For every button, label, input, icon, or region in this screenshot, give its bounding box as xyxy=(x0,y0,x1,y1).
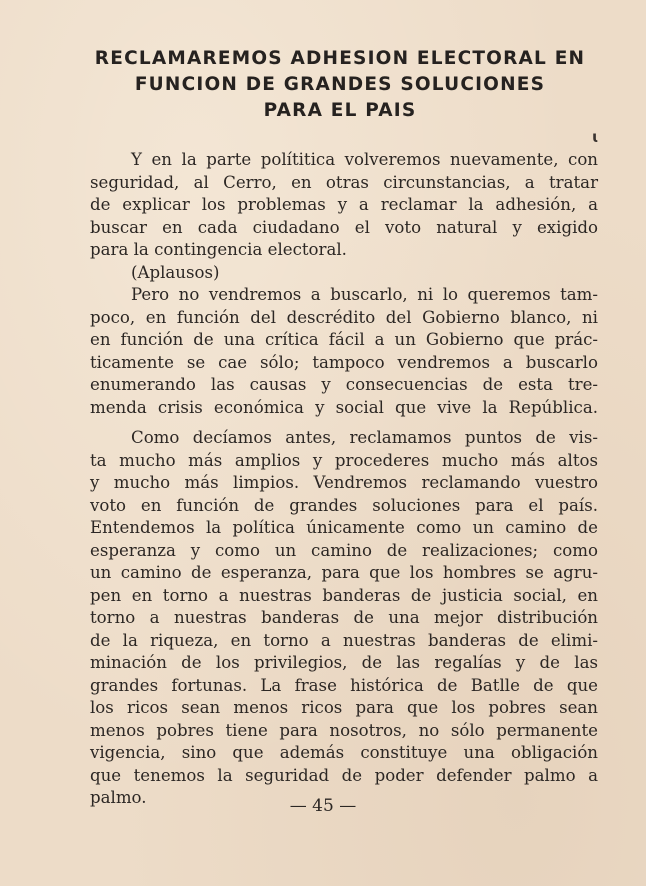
text-line: ta mucho más amplios y procederes mucho más altos xyxy=(90,450,598,470)
text-line: seguridad, al Cerro, en otras circunstancias, a tratar xyxy=(90,172,598,192)
body-text xyxy=(90,149,598,810)
text-line: y mucho más limpios. Vendremos reclamando vuestro xyxy=(90,473,598,492)
text-line: torno a nuestras banderas de una mejor distribución xyxy=(90,608,598,627)
heading-line-2: FUNCION DE GRANDES SOLUCIONES xyxy=(134,74,546,95)
page-number: — 45 — xyxy=(289,796,357,816)
text-line: menda crisis económica y social que vive la República. xyxy=(90,397,598,417)
text-line: vigencia, sino que además constituye una obligación xyxy=(90,743,598,762)
text-line: buscar en cada ciudadano el voto natural y exigido xyxy=(90,217,598,237)
text-line: enumerando las causas y consecuencias de esta tre- xyxy=(90,375,598,394)
text-line: Pero no vendremos a buscarlo, ni lo queremos tam- xyxy=(131,285,598,304)
text-line: esperanza y como un camino de realizaciones; como xyxy=(90,540,598,560)
chapter-heading xyxy=(60,46,620,124)
text-line: palmo. xyxy=(90,788,147,807)
paragraph-2 xyxy=(90,262,598,285)
text-line: poco, en función del descrédito del Gobierno blanco, ni xyxy=(90,307,598,327)
text-line: menos pobres tiene para nosotros, no sólo permanente xyxy=(90,720,598,740)
text-line: pen en torno a nuestras banderas de justicia social, en xyxy=(90,585,598,605)
text-line: en función de una crítica fácil a un Gobierno que prác- xyxy=(90,330,598,349)
text-line: para la contingencia electoral. xyxy=(90,240,347,259)
heading-line-1: RECLAMAREMOS ADHESION ELECTORAL EN xyxy=(94,48,586,69)
text-line: Como decíamos antes, reclamamos puntos de vis- xyxy=(131,428,598,447)
text-line: que tenemos la seguridad de poder defender palmo a xyxy=(90,765,598,785)
paragraph-1 xyxy=(90,149,598,262)
text-line: Y en la parte polítitica volveremos nuevamente, con xyxy=(131,150,598,169)
text-line: minación de los privilegios, de las regalías y de las xyxy=(90,653,598,672)
paragraph-4 xyxy=(90,427,598,810)
paragraph-gap xyxy=(90,419,598,427)
paragraph-3 xyxy=(90,284,598,419)
text-line: de la riqueza, en torno a nuestras banderas de elimi- xyxy=(90,630,598,650)
text-line: ticamente se cae sólo; tampoco vendremos a buscarlo xyxy=(90,352,598,372)
text-line: grandes fortunas. La frase histórica de Batlle de que xyxy=(90,675,598,695)
text-line: un camino de esperanza, para que los hombres se agru- xyxy=(90,563,598,582)
text-line: de explicar los problemas y a reclamar la adhesión, a xyxy=(90,195,598,214)
text-line: Entendemos la política únicamente como un camino de xyxy=(90,518,598,537)
text-line: (Aplausos) xyxy=(131,262,220,282)
text-line: voto en función de grandes soluciones para el país. xyxy=(90,495,598,515)
margin-mark: ɩ xyxy=(592,128,599,146)
text-line: los ricos sean menos ricos para que los pobres sean xyxy=(90,698,598,717)
heading-line-3: PARA EL PAIS xyxy=(263,100,417,121)
